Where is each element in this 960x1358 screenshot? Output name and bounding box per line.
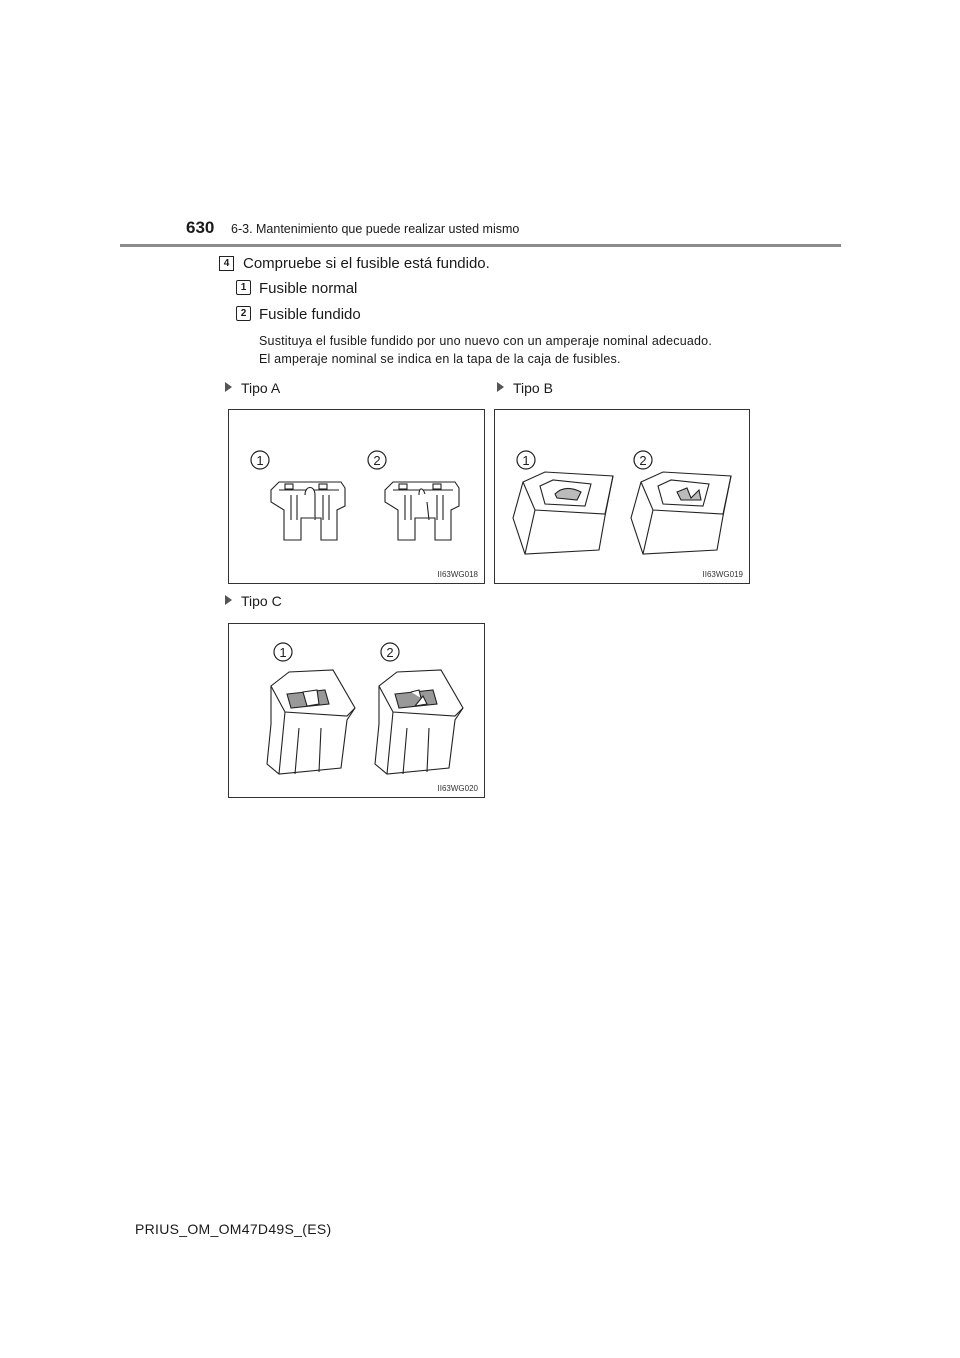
step-number-badge: 4 [219,256,234,271]
callout-2: 2 [386,645,394,660]
type-a-heading [225,380,280,396]
j-case-fuse-illustration-icon [229,624,484,797]
blade-fuse-illustration-icon [229,410,484,583]
note-line-1: Sustituya el fusible fundido por uno nuevo con un amperaje nominal adecuado. [259,334,712,348]
triangle-bullet-icon [497,382,504,392]
fuse-type-c-figure [228,623,485,798]
triangle-bullet-icon [225,595,232,605]
callout-1: 1 [256,453,264,468]
figure-code: II63WG020 [437,784,478,793]
header-rule [120,244,841,247]
figure-code: II63WG018 [437,570,478,579]
section-title: 6-3. Mantenimiento que puede realizar usted mismo [231,222,520,236]
type-a-label: Tipo A [241,380,281,396]
type-b-heading [497,380,553,396]
figure-code: II63WG019 [702,570,743,579]
type-b-label: Tipo B [513,380,553,396]
cartridge-fuse-illustration-icon [495,410,749,583]
item-1-badge: 1 [236,280,251,295]
callout-1: 1 [522,453,530,468]
callout-2: 2 [639,453,647,468]
fuse-type-a-figure [228,409,485,584]
item-1-label: Fusible normal [259,280,358,297]
callout-1: 1 [279,645,287,660]
callout-2: 2 [373,453,381,468]
triangle-bullet-icon [225,382,232,392]
item-2-badge: 2 [236,306,251,321]
type-c-heading [225,593,282,609]
type-c-label: Tipo C [241,593,282,609]
page-number: 630 [186,218,215,237]
fuse-type-b-figure [494,409,750,584]
document-id-footer: PRIUS_OM_OM47D49S_(ES) [135,1221,332,1237]
note-line-2: El amperaje nominal se indica en la tapa de la caja de fusibles. [259,352,621,366]
step-text: Compruebe si el fusible está fundido. [243,255,490,272]
item-2-label: Fusible fundido [259,306,361,323]
